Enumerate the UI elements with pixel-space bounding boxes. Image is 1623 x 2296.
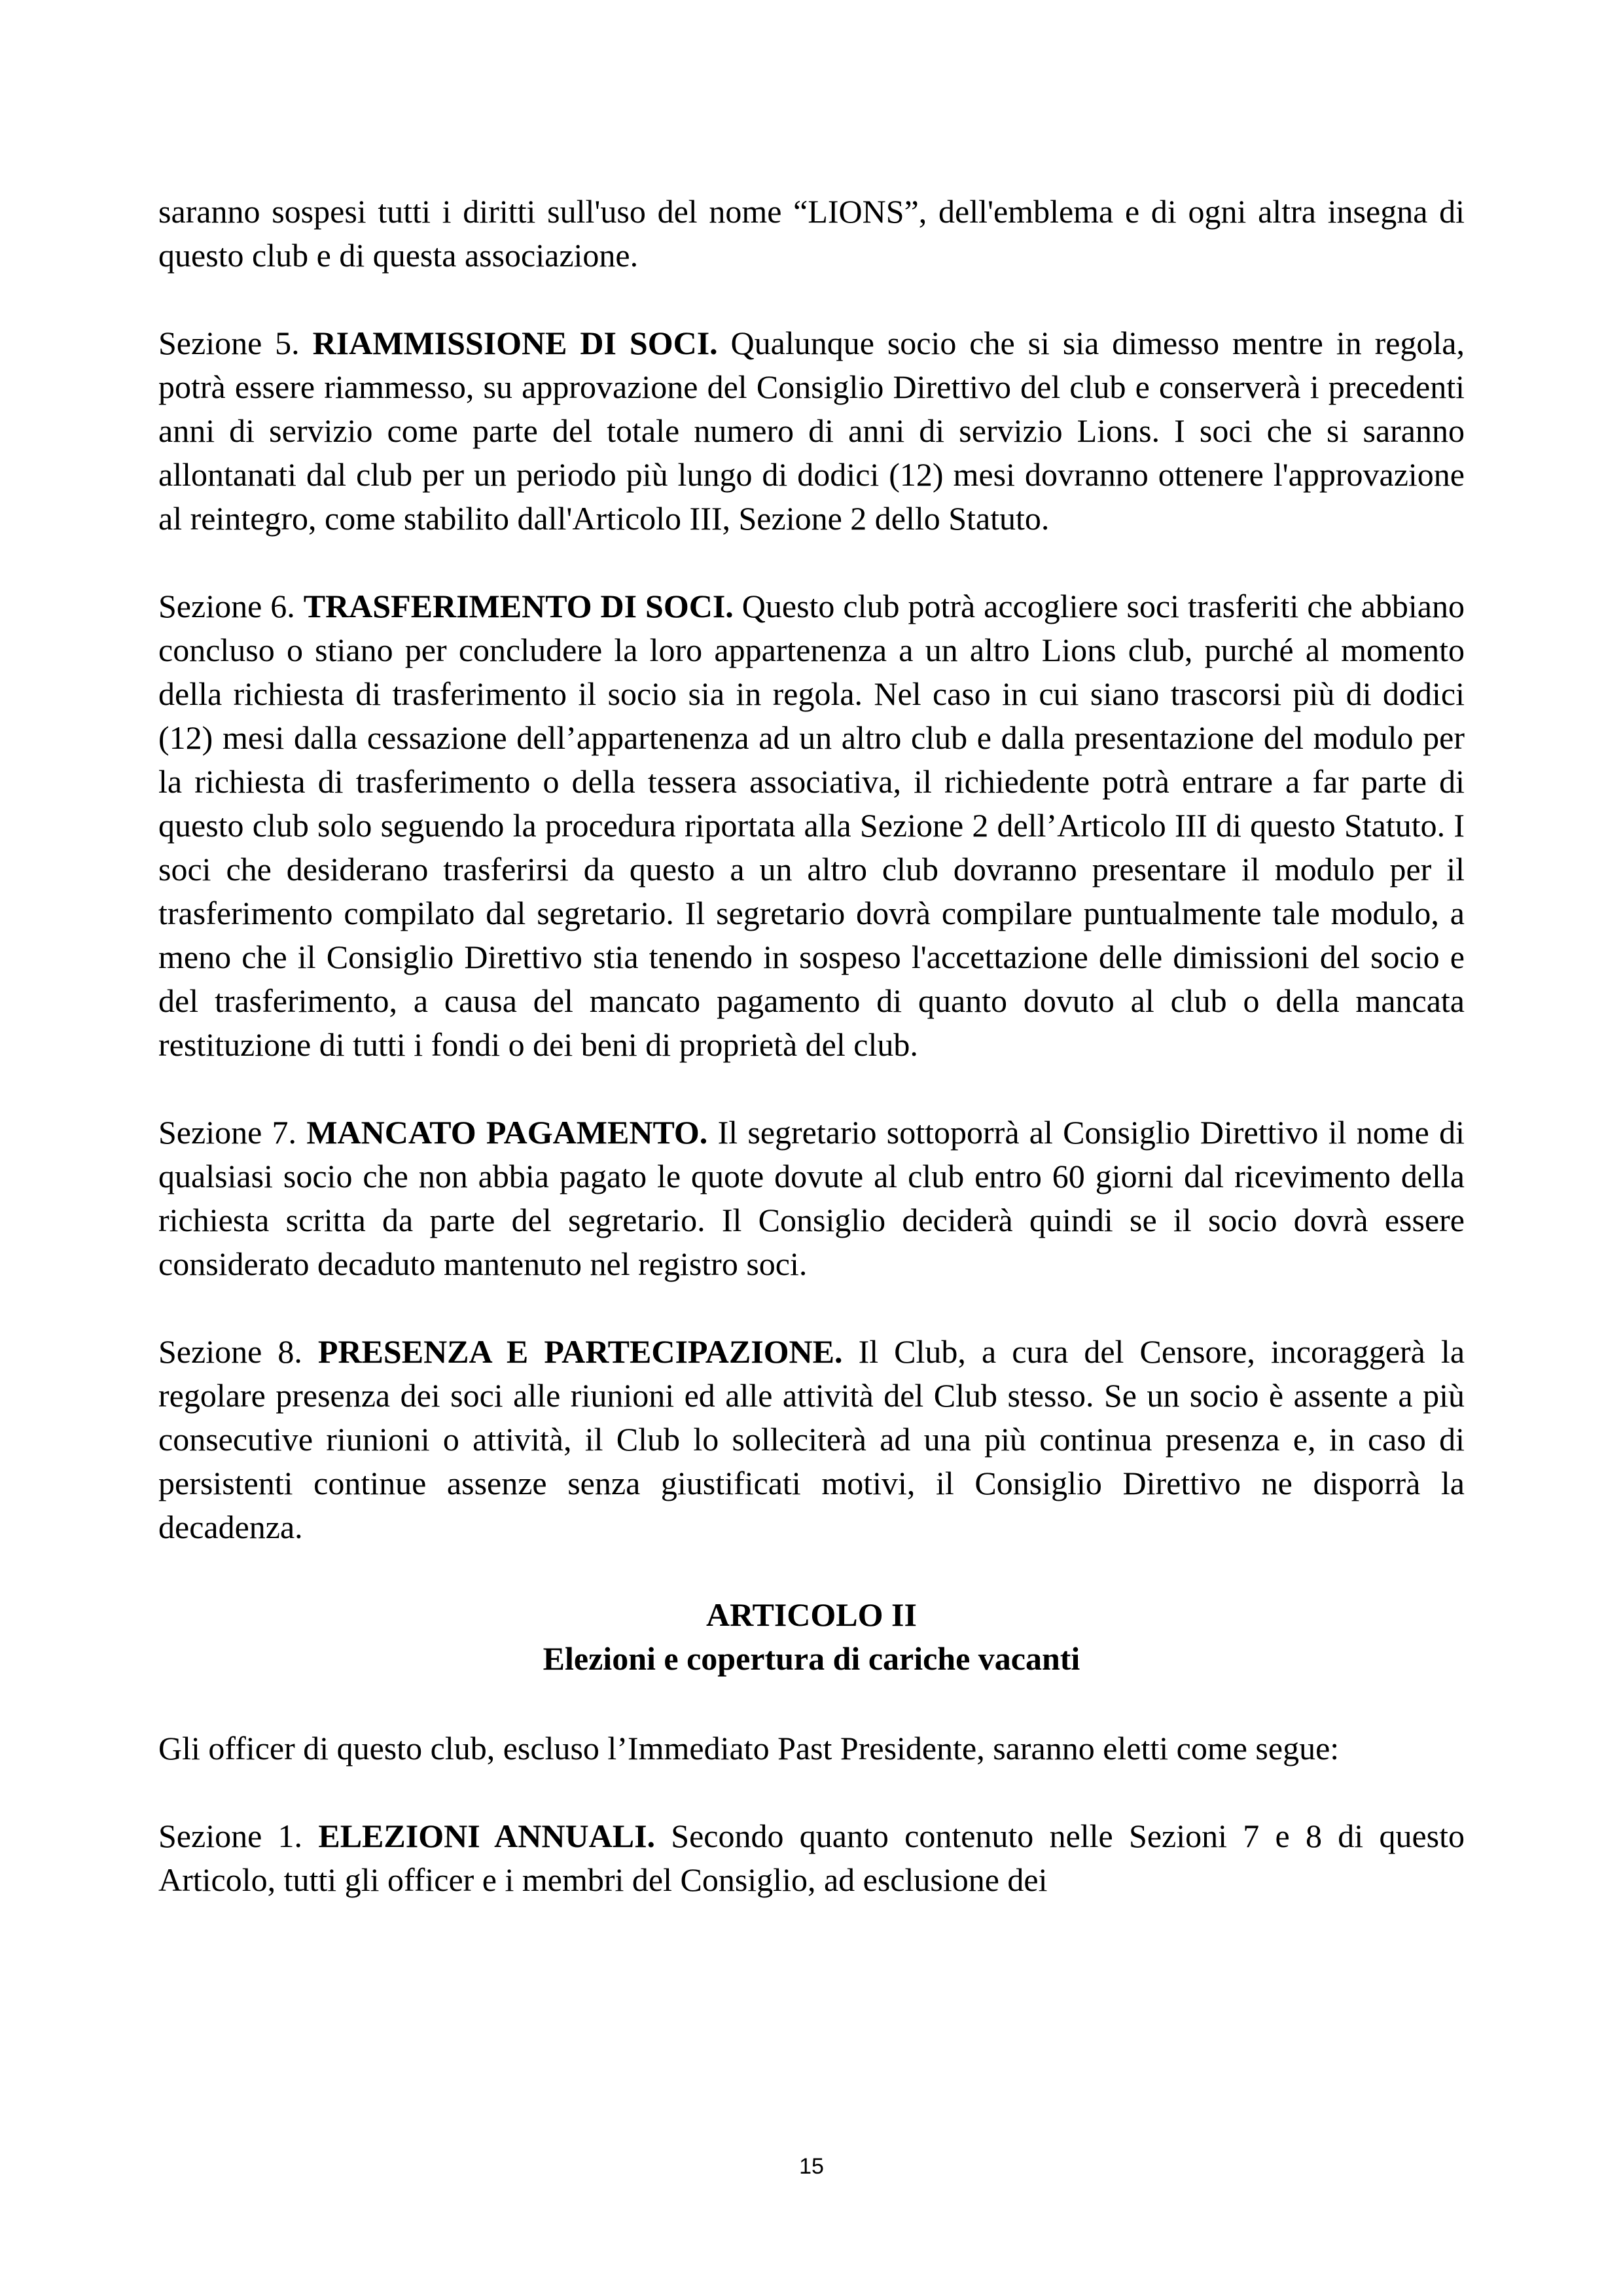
section-lead: Sezione 5. (158, 325, 313, 361)
section-lead: Sezione 7. (158, 1114, 307, 1151)
section-title: PRESENZA E PARTECIPAZIONE. (317, 1333, 843, 1370)
section-body: Secondo quanto contenuto nelle Sezioni 7 e 8 di questo Articolo, tutti gli officer e i membri del Consiglio, ad esclusione dei (158, 1818, 1465, 1898)
paragraph-body: saranno sospesi tutti i diritti sull'uso del nome “LIONS”, dell'emblema e di ogni altra insegna di questo club e di questa associazione. (158, 193, 1465, 274)
section-lead: Sezione 6. (158, 588, 304, 624)
section-7-paragraph (158, 1111, 1465, 1286)
article-title: Elezioni e copertura di cariche vacanti (543, 1640, 1080, 1677)
paragraph-body: Gli officer di questo club, escluso l’Immediato Past Presidente, saranno eletti come segue: (158, 1730, 1340, 1767)
section-title: ELEZIONI ANNUALI. (318, 1818, 656, 1854)
page-number: 15 (799, 2154, 824, 2179)
section-body: Il Club, a cura del Censore, incoraggerà la regolare presenza dei soci alle riunioni ed alle attività del Club stesso. Se un socio è assente a più consecutive riunioni o attività, il Club lo solleciterà ad una più continua presenza e, in caso di persistenti continue assenze senza giustificati motivi, il Consiglio Direttivo ne disporrà la decadenza. (158, 1333, 1465, 1545)
section-title: TRASFERIMENTO DI SOCI. (303, 588, 734, 624)
section-title: RIAMMISSIONE DI SOCI. (312, 325, 718, 361)
document-page (158, 190, 1465, 1946)
section-lead: Sezione 8. (158, 1333, 318, 1370)
section-5-paragraph (158, 321, 1465, 541)
article-heading (158, 1593, 1465, 1681)
section-6-paragraph (158, 584, 1465, 1067)
article-number: ARTICOLO II (706, 1596, 917, 1633)
section-body: Questo club potrà accogliere soci trasferiti che abbiano concluso o stiano per concludere la loro appartenenza a un altro Lions club, purché al momento della richiesta di trasferimento il socio sia in regola. Nel caso in cui siano trascorsi più di dodici (12) mesi dalla cessazione dell’appartenenza ad un altro club e dalla presentazione del modulo per la richiesta di trasferimento o della tessera associativa, il richiedente potrà entrare a far parte di questo club solo seguendo la procedura riportata alla Sezione 2 dell’Articolo III di questo Statuto. I soci che desiderano trasferirsi da questo a un altro club dovranno presentare il modulo per il trasferimento compilato dal segretario. Il segretario dovrà compilare puntualmente tale modulo, a meno che il Consiglio Direttivo stia tenendo in sospeso l'accettazione delle dimissioni del socio e del trasferimento, a causa del mancato pagamento di quanto dovuto al club o della mancata restituzione di tutti i fondi o dei beni di proprietà del club. (158, 588, 1465, 1063)
article-intro-paragraph (158, 1727, 1465, 1770)
section-lead: Sezione 1. (158, 1818, 319, 1854)
section-body: Il segretario sottoporrà al Consiglio Direttivo il nome di qualsiasi socio che non abbia pagato le quote dovute al club entro 60 giorni dal ricevimento della richiesta scritta da parte del segretario. Il Consiglio deciderà quindi se il socio dovrà essere considerato decaduto mantenuto nel registro soci. (158, 1114, 1465, 1282)
paragraph-continuation (158, 190, 1465, 278)
section-body: Qualunque socio che si sia dimesso mentre in regola, potrà essere riammesso, su approvazione del Consiglio Direttivo del club e conserverà i precedenti anni di servizio come parte del totale numero di anni di servizio Lions. I soci che si saranno allontanati dal club per un periodo più lungo di dodici (12) mesi dovranno ottenere l'approvazione al reintegro, come stabilito dall'Articolo III, Sezione 2 dello Statuto. (158, 325, 1465, 537)
section-title: MANCATO PAGAMENTO. (306, 1114, 708, 1151)
section-8-paragraph (158, 1330, 1465, 1549)
section-1-paragraph (158, 1814, 1465, 1902)
